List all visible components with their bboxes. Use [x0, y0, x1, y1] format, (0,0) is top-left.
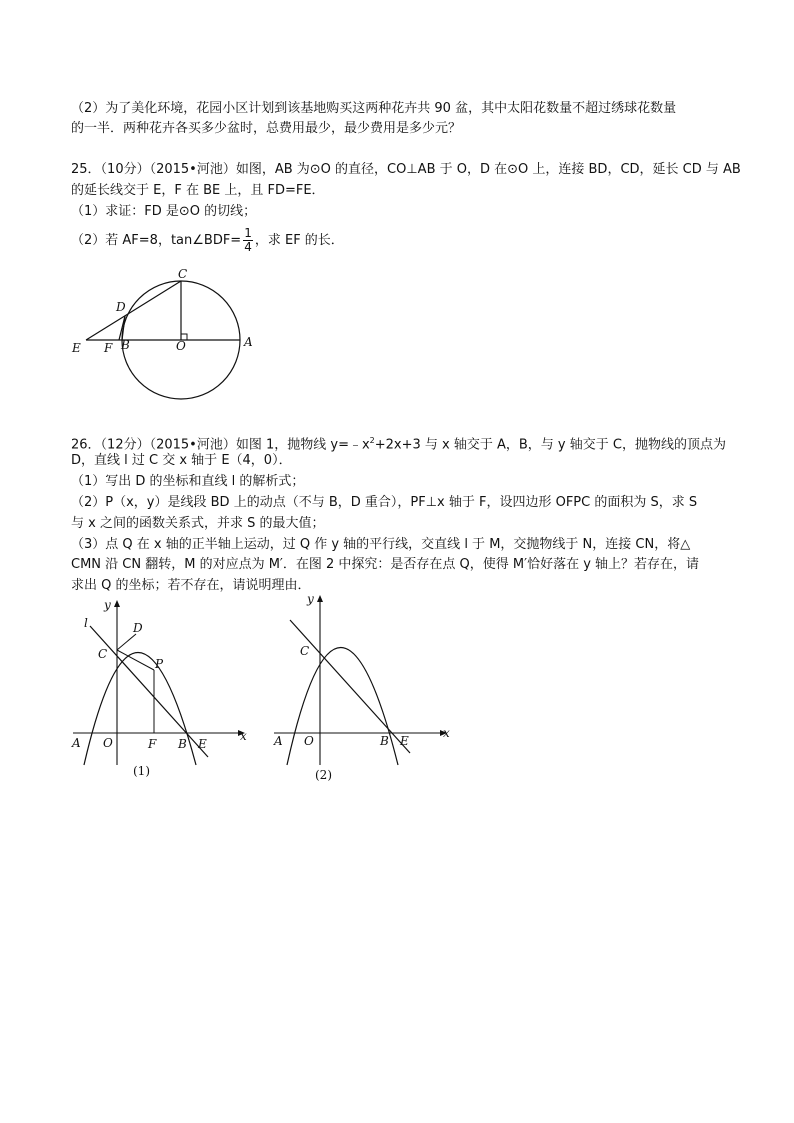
- fig1-caption: (1): [133, 764, 150, 778]
- fig1-label-b: B: [178, 737, 187, 751]
- fig2-label-c: C: [300, 644, 310, 658]
- y-axis-arrow: [317, 595, 323, 602]
- q24-part2-line1: （2）为了美化环境，花园小区计划到该基地购买这两种花卉共 90 盆，其中太阳花数量不超过绣球花数量: [71, 101, 677, 116]
- fig2-label-x: x: [443, 726, 450, 740]
- fig1-label-d: D: [133, 621, 143, 635]
- q26-part2-line1: （2）P（x，y）是线段 BD 上的动点（不与 B，D 重合），PF⊥x 轴于 F，设四边形 OFPC 的面积为 S，求 S: [71, 495, 698, 510]
- q26-part2-line2: 与 x 之间的函数关系式，并求 S 的最大值；: [71, 516, 325, 531]
- label-d: D: [116, 300, 126, 314]
- fig1-label-a: A: [72, 736, 81, 750]
- q25-part2-after: ，求 EF 的长．: [254, 233, 344, 248]
- fig1-label-l: l: [84, 616, 88, 630]
- q26-part3-line2: CMN 沿 CN 翻转，M 的对应点为 M′．在图 2 中探究：是否存在点 Q，使得 M′恰好落在 y 轴上？若存在，请: [71, 557, 700, 572]
- fig2-caption: (2): [315, 768, 332, 782]
- fig2-label-e: E: [400, 734, 409, 748]
- q26-line1-b: +2x+3 与 x 轴交于 A，B，与 y 轴交于 C，抛物线的顶点为: [374, 437, 726, 453]
- fraction-denominator: 4: [244, 240, 252, 254]
- q25-line2: 的延长线交于 E，F 在 BE 上，且 FD=FE．: [71, 183, 325, 198]
- label-b: B: [121, 338, 130, 352]
- fig2-label-a: A: [274, 734, 283, 748]
- q25-part2-before: （2）若 AF=8，tan∠BDF=: [71, 233, 242, 248]
- q26-part3-line1: （3）点 Q 在 x 轴的正半轴上运动，过 Q 作 y 轴的平行线，交直线 l 于 M，交抛物线于 N，连接 CN，将△: [71, 537, 691, 552]
- q26-line1-a: 26．（12分）（2015•河池）如图 1，抛物线 y=﹣x: [71, 437, 370, 453]
- fig2-label-y: y: [307, 592, 314, 606]
- q24-part2-line2: 的一半．两种花卉各买多少盆时，总费用最少，最少费用是多少元？: [71, 121, 462, 136]
- fig1-label-x: x: [240, 729, 247, 743]
- label-e: E: [72, 341, 81, 355]
- fig2-label-o: O: [304, 734, 314, 748]
- q26-part3-line3: 求出 Q 的坐标；若不存在，请说明理由．: [71, 578, 311, 593]
- label-a: A: [244, 335, 253, 349]
- fig2-label-b: B: [380, 734, 389, 748]
- fig1-label-f: F: [148, 737, 157, 751]
- fig1-label-o: O: [103, 736, 113, 750]
- label-f: F: [104, 341, 113, 355]
- fig1-label-c: C: [98, 647, 108, 661]
- label-c: C: [178, 267, 188, 281]
- q26-part1: （1）写出 D 的坐标和直线 l 的解析式；: [71, 474, 305, 489]
- fig1-label-y: y: [104, 598, 111, 612]
- fig1-label-p: P: [155, 657, 164, 671]
- label-o: O: [176, 339, 186, 353]
- fig1-label-e: E: [198, 737, 207, 751]
- q26-line2: D，直线 l 过 C 交 x 轴于 E（4，0）．: [71, 453, 292, 468]
- fraction-numerator: 1: [244, 226, 252, 240]
- q25-part1: （1）求证：FD 是⊙O 的切线；: [71, 204, 257, 219]
- q26-exponent: 2: [369, 436, 375, 445]
- q25-line1: 25．（10分）（2015•河池）如图，AB 为⊙O 的直径，CO⊥AB 于 O，D 在⊙O 上，连接 BD，CD，延长 CD 与 AB: [71, 162, 741, 177]
